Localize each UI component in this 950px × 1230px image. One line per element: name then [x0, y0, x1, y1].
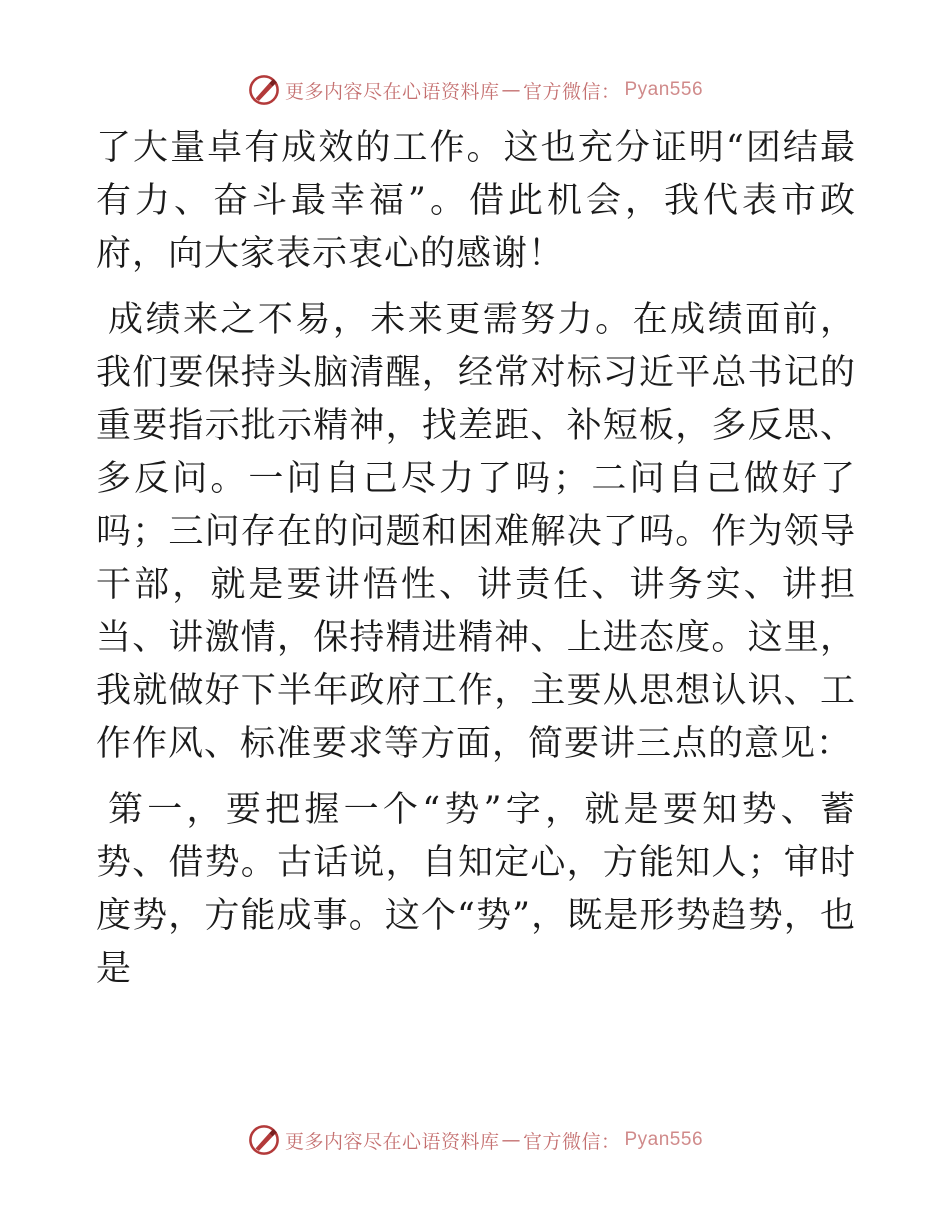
banner-separator: — [501, 1129, 521, 1151]
header-banner [0, 70, 950, 110]
paragraph-3: 第一，要把握一个“势”字，就是要知势、蓄势、借势。古话说，自知定心，方能知人；审时度势，方能成事。这个“势”，既是形势趋势，也是 [96, 790, 856, 989]
banner-site-text: 更多内容尽在心语资料库 [284, 80, 500, 103]
banner-wechat-id: Pyan556 [624, 79, 704, 100]
pen-logo-icon [247, 73, 281, 107]
paragraph-2: 成绩来之不易，未来更需努力。在成绩面前，我们要保持头脑清醒，经常对标习近平总书记的重要指示批示精神，找差距、补短板，多反思、多反问。一问自己尽力了吗；二问自己做好了吗；三问存在的问题和困难解决了吗。作为领导干部，就是要讲悟性、讲责任、讲务实、讲担当、讲激情，保持精进精神、上进态度。这里，我就做好下半年政府工作，主要从思想认识、工作作风、标准要求等方面，简要讲三点的意见： [96, 300, 856, 764]
banner-separator: — [501, 79, 521, 101]
footer-banner [0, 1120, 950, 1160]
pen-logo-icon [247, 1123, 281, 1157]
paragraph-1: 了大量卓有成效的工作。这也充分证明“团结最有力、奋斗最幸福”。借此机会，我代表市政府，向大家表示衷心的感谢！ [96, 128, 856, 274]
banner-wechat-label: 官方微信： [522, 80, 621, 103]
banner-wechat-id: Pyan556 [624, 1129, 704, 1150]
document-body [96, 122, 856, 1009]
banner-wechat-label: 官方微信： [522, 1130, 621, 1153]
banner-site-text: 更多内容尽在心语资料库 [284, 1130, 500, 1153]
